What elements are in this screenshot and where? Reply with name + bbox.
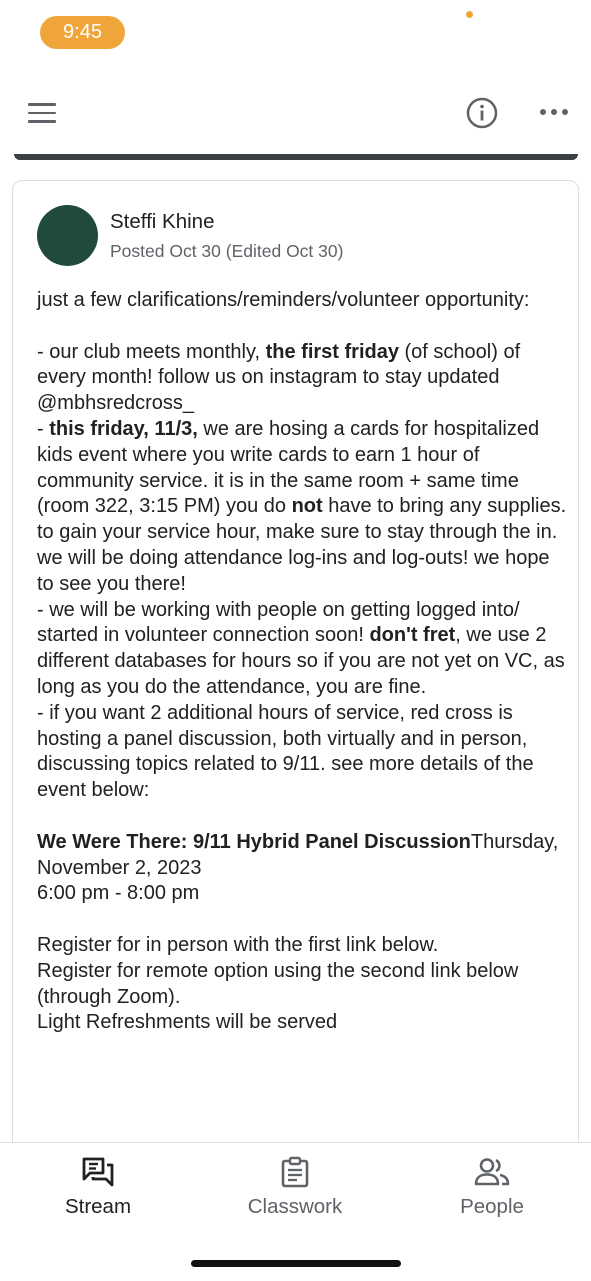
info-icon[interactable] — [466, 97, 498, 129]
people-icon — [397, 1155, 587, 1189]
status-bar — [0, 0, 591, 70]
register-in-person: Register for in person with the first link below. — [37, 933, 439, 956]
paragraph-panel: - if you want 2 additional hours of service, red cross is hosting a panel discussion, both virtually and in person, discussing topics related to 9/11. see more details of the event below: — [37, 701, 534, 802]
nav-stream[interactable] — [3, 1155, 193, 1219]
stream-icon — [3, 1155, 193, 1189]
paragraph-meeting: - our club meets monthly, the first friday (of school) of every month! follow us on instagram to stay updated @mbhsredcross_ — [37, 340, 521, 415]
register-remote: Register for remote option using the second link below (through Zoom). — [37, 959, 519, 1008]
menu-icon[interactable] — [28, 103, 56, 125]
intro-text: just a few clarifications/reminders/volunteer opportunity: — [37, 289, 530, 311]
event-title: We Were There: 9/11 Hybrid Panel Discussion — [37, 830, 471, 853]
author-name: Steffi Khine — [110, 210, 215, 233]
paragraph-event: - this friday, 11/3, we are hosing a cards for hospitalized kids event where you write cards to earn 1 hour of community service. it is in the same room + same time (room 322, 3:15 PM) you do not have to bring any supplies. to gain your service hour, make sure to stay through the in. we will be doing attendance log-ins and log-outs! we hope to see you there! — [37, 417, 567, 595]
post-meta: Posted Oct 30 (Edited Oct 30) — [110, 241, 344, 261]
event-date: Thursday, November 2, 2023 — [37, 830, 559, 879]
nav-people[interactable] — [397, 1155, 587, 1219]
nav-classwork-label: Classwork — [247, 1195, 343, 1218]
status-indicator-dot — [466, 11, 473, 18]
nav-people-label: People — [460, 1195, 524, 1218]
classwork-icon — [200, 1155, 390, 1189]
header-divider — [14, 154, 578, 160]
nav-stream-label: Stream — [64, 1195, 132, 1218]
announcement-card — [12, 180, 579, 1182]
more-vert-icon[interactable] — [540, 105, 570, 119]
avatar[interactable] — [37, 205, 98, 266]
home-indicator — [191, 1260, 401, 1267]
refreshments-note: Light Refreshments will be served — [37, 1011, 338, 1034]
app-bar — [0, 75, 591, 155]
event-info — [37, 830, 567, 882]
event-time: 6:00 pm - 8:00 pm — [37, 882, 200, 905]
post-body — [37, 288, 567, 1036]
nav-classwork[interactable] — [200, 1155, 390, 1219]
status-time: 9:45 — [40, 16, 125, 49]
paragraph-volunteer: - we will be working with people on getting logged into/ started in volunteer connection soon! don't fret, we use 2 different databases for hours so if you are not yet on VC, as long as you do the attendance, you are fine. — [37, 598, 565, 698]
